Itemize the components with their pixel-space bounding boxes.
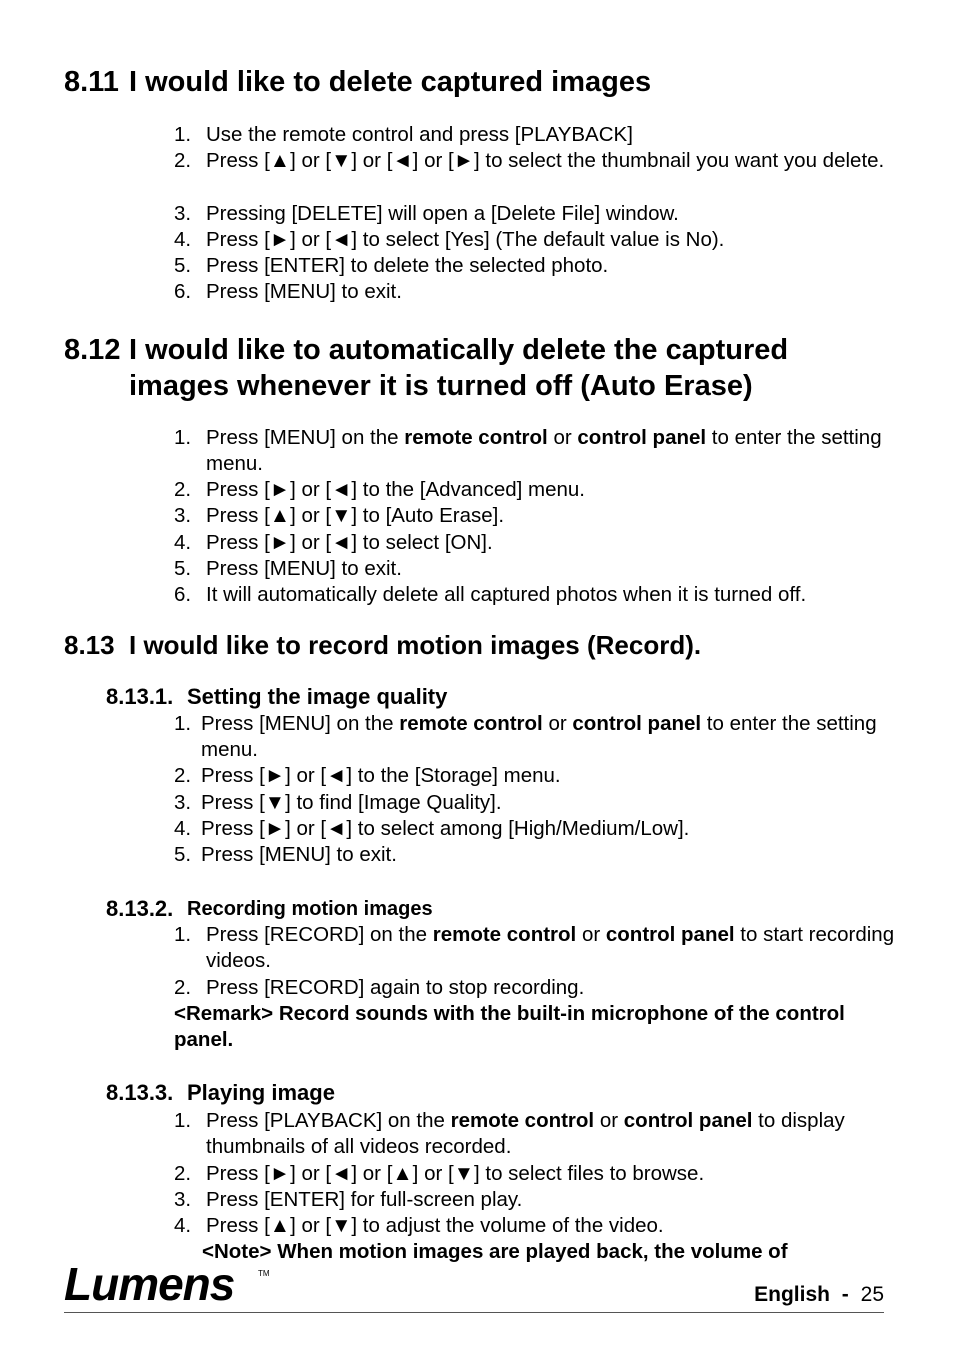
footer-separator: - <box>841 1283 849 1306</box>
footer-language: English <box>754 1283 830 1306</box>
logo-wordmark: Lumens <box>64 1262 235 1306</box>
trademark-mark: TM <box>258 1269 270 1278</box>
note-text: <Note> When motion images are played back, the volume of <box>202 1240 788 1263</box>
remark-text: <Remark> Record sounds with the built-in microphone of the control panel. <box>174 1002 845 1051</box>
footer-divider <box>64 1312 884 1313</box>
page-number: 25 <box>860 1283 884 1306</box>
page-footer <box>754 1282 884 1308</box>
lumens-logo <box>62 1262 282 1306</box>
